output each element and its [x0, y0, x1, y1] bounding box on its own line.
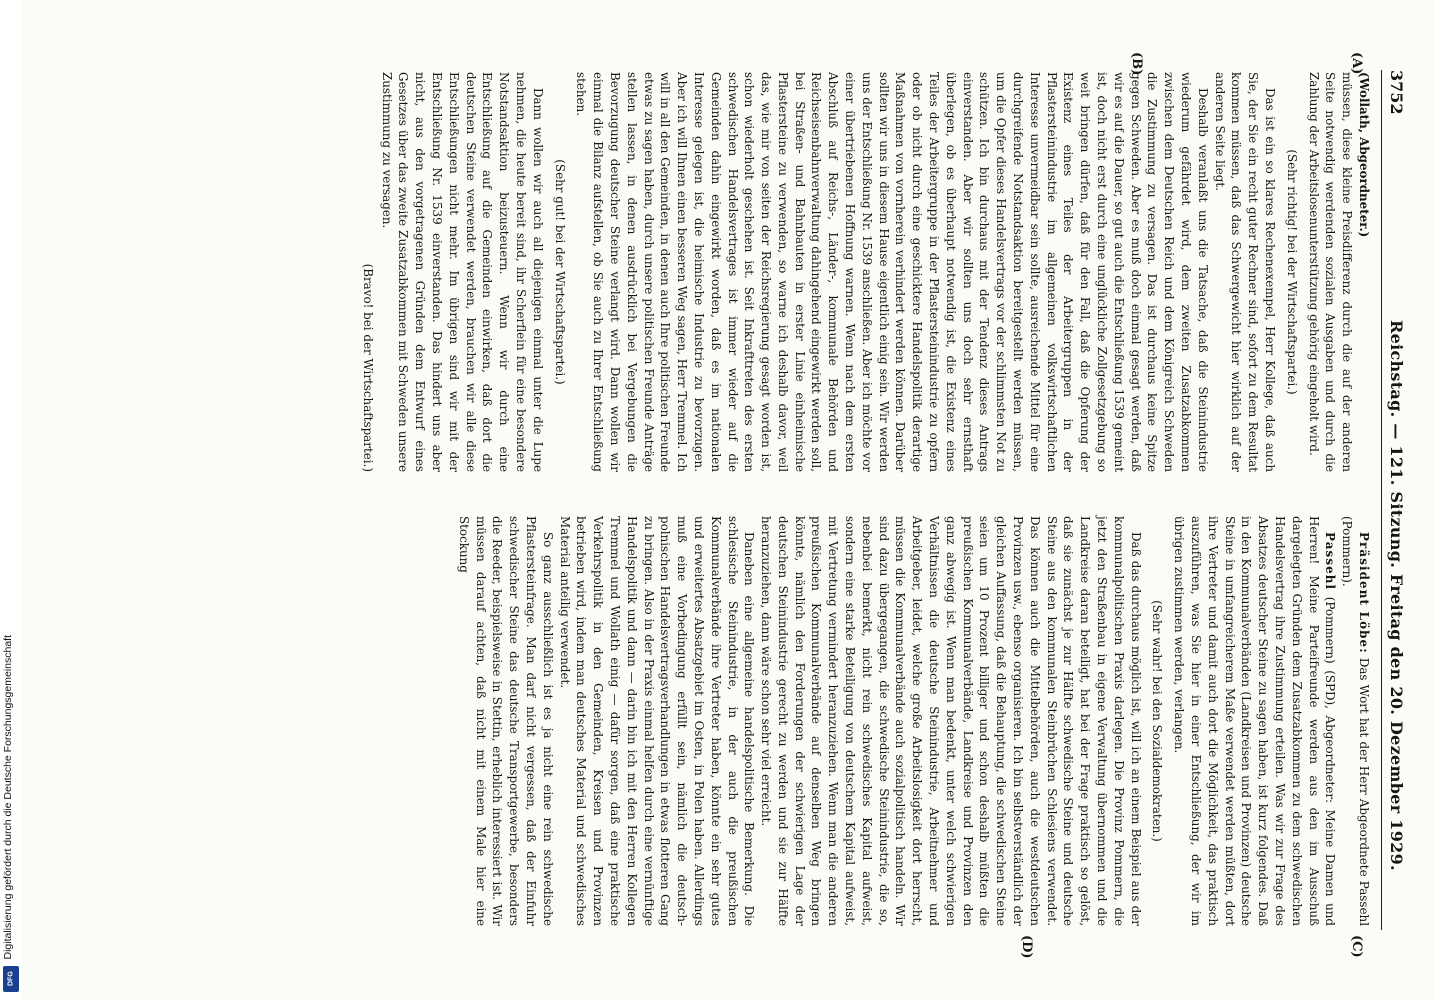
interjection: (Sehr wahr! bei den Sozialdemokraten.)	[1150, 600, 1165, 842]
paragraph: müssen, diese kleine Preisdifferenz durch die auf der anderen Seite notwendig werdenden sozialen Ausgaben und durch die Zahlung der Arbeitslosenunterstützung gehörig eingeholt wird.	[1306, 72, 1355, 472]
paragraph: Dann wollen wir auch all diejenigen einmal unter die Lupe nehmen, die heute bereit sind, ihr Scherflein für eine besondere Notstandsaktion beizusteuern. Wenn wir durch eine Entschließung auf die Gemeinden einwirken, daß dort die deutschen Steine verwendet werden, brauchen wir alle diese Entschließungen nicht mehr. Im übrigen sind wir mit der Entschließung Nr. 1539 einverstanden. Das hindert uns aber nicht, aus den vorgetragenen Gründen dem Entwurf eines Gesetzes über das zweite Zusatzabkommen mit Schweden unsere Zustimmung zu versagen.	[379, 72, 545, 472]
margin-marker-d: (D)	[1019, 935, 1034, 959]
interjection: (Sehr richtig! bei der Wirtschaftspartei.)	[1284, 149, 1299, 395]
paragraph: So ganz ausschließlich ist es ja nicht eine rein schwedische Pflastersteinfrage. Man darf nicht vergessen, daß der Einfuhr schwedischer Steine das deutsche Transportgewerbe, besonders die Reeder, beispielsweise in Stettin, erheblich interessiert ist. Wir müssen darauf achten, daß nicht mit einem Male hier eine Stockung	[456, 516, 555, 926]
interjection: (Sehr gut! bei der Wirtschaftspartei.)	[552, 159, 567, 385]
president-name: Präsident Löbe:	[1357, 532, 1371, 654]
left-column	[360, 72, 1372, 472]
page-header-title: Reichstag. — 121. Sitzung. Freitag den 20. Dezember 1929.	[1387, 320, 1407, 871]
paragraph: Daneben eine allgemeine handelspolitische Bemerkung. Die schlesische Steinindustrie, in der auch die preußischen Kommunalverbände ihre Vertreter haben, könnte ein sehr gutes und erweitertes Absatzgebiet im Osten, in Polen haben. Allerdings muß eine Vorbedingung erfüllt sein, nämlich die deutsch-polnischen Handelsvertragsverhandlungen in etwas flotteren Gang zu bringen. Also in der Praxis einmal helfen durch eine vernünftige Handelspolitik und dann — darin bin ich mit den Herren Kollegen Tremmel und Wollath einig — dafür sorgen, daß eine praktische Verkehrspolitik in den Gemeinden, Kreisen und Provinzen betrieben wird, indem man deutsches Material und schwedisches Material anteilig verwendet.	[557, 516, 757, 926]
margin-marker-a: (A)	[1349, 52, 1364, 75]
closing-remark: (Bravo! bei der Wirtschaftspartei.)	[360, 263, 375, 472]
margin-marker-c: (C)	[1349, 935, 1364, 958]
paragraph: Daß das durchaus möglich ist, will ich an einem Beispiel aus der kommunalpolitischen Praxis darlegen. Die Provinz Pommern, die jetzt den Straßenbau in eigene Verwaltung übernommen und die Landkreise daran beteiligt, hat bei der Frage praktisch so gelöst, daß sie zunächst je zur Hälfte schwedische Steine und deutsche Steine aus den kommunalen Steinbrüchen Schlesiens verwendet. Das können auch die Mittelbehörden, auch die westdeutschen Provinzen usw., ebenso organisieren. Ich bin selbstverständlich der gleichen Auffassung, daß die Behauptung, die schwedischen Steine seien um 10 Prozent billiger und schon deshalb müßten die preußischen Kommunalverbände, Landkreise und Provinzen den ganz abwegig ist. Wenn man bedenkt, unter welch schwierigen Verhältnissen die deutsche Steinindustrie, Arbeitnehmer und Arbeitgeber, leidet, welche große Arbeitslosigkeit dort herrscht, müssen die Kommunalverbände auch sozialpolitisch handeln. Wir sind dazu übergegangen, die schwedische Steinindustrie, die so, nebenbei bemerkt, nicht rein schwedisches Kapital aufweist, sondern eine starke Beteiligung von deutschem Kapital aufweist, mit Vertretung vermindert heranzuziehen. Wenn man die anderen preußischen Kommunalverbände auf denselben Weg bringen könnte, nämlich den Forderungen der schwierigen Lage der deutschen Steinindustrie gerecht zu werden und sie zur Hälfte heranzuziehen, dann wäre schon sehr viel erreicht.	[759, 516, 1143, 926]
digitization-credit-strip	[0, 0, 22, 1000]
page-header	[1381, 70, 1412, 930]
president-text: Das Wort hat der Herr Abgeordnete Passehl (Pommern).	[1340, 516, 1371, 927]
paragraph: Deshalb veranlaßt uns die Tatsache, daß die Steinindustrie wiederum gefährdet wird, dem zweiten Zusatzabkommen zwischen dem Deutschen Reich und dem Königreich Schweden die Zustimmung zu versagen. Das ist durchaus keine Spitze gegen Schweden. Aber es muß doch einmal gesagt werden, daß wir es auf die Dauer, so gut auch die Entschließung 1539 gemeint ist, doch nicht erst durch eine unglückliche Zollgesetzgebung so weit bringen dürfen, daß für den Fall, daß die Opferung der Existenz eines Teiles der Arbeitergruppen in der Pflastersteinindustrie im allgemeinen volkswirtschaftlichen Interesse unvermeidbar sein sollte, ausreichende Mittel für eine durchgreifende Notstandsaktion bereitgestellt werden müssen, um die Opfer dieses Handelsvertrags vor der schlimmsten Not zu schützen. Ich bin durchaus mit der Tendenz dieses Antrags einverstanden. Aber wir sollten uns doch sehr ernsthaft überlegen, ob es überhaupt notwendig ist, die Existenz eines Teiles der Arbeitergruppe in der Pflastersteinindustrie zu opfern oder ob nicht durch eine geschicktere Handelspolitik derartige Maßnahmen von vornherein verhindert werden können. Darüber sollten wir uns in diesem Hause eigentlich einig sein. Wir werden uns der Entschließung Nr. 1539 anschließen. Aber ich möchte vor einer übertriebenen Hoffnung warnen. Wenn nach dem ersten Abschluß auf Reichs-, Länder-, kommunale Behörden und Reichseisenbahnverwaltung dahingehend eingewirkt werden soll, bei Straßen- und Bahnbauten in erster Linie einheimische Pflastersteine zu verwenden, so warne ich deshalb davor, weil das, wie mir von seiten der Reichsregierung gesagt worden ist, schon wiederholt geschehen ist. Seit Inkrafttreten des ersten schwedischen Handelsvertrages ist immer wieder auf die Gemeinden dahin eingewirkt worden, daß es im nationalen Interesse gelegen ist, die heimische Industrie zu bevorzugen. Aber ich will Ihnen einen besseren Weg sagen, Herr Tremmel. Ich will in all den Gemeinden, in denen auch Ihre politischen Freunde etwas zu sagen haben, durch unsere politischen Freunde Anträge stellen lassen, in denen ausdrücklich bei Vergebungen die Bevorzugung deutscher Steine verlangt wird. Dann wollen wir einmal die Bilanz aufstellen, ob Sie auch zu Ihrer Entschließung stehen.	[574, 72, 1210, 472]
page-number: 3752	[1387, 70, 1407, 115]
speaker-line: (Wollath, Abgeordneter.)	[1357, 72, 1371, 238]
margin-marker-b: (B)	[1129, 52, 1144, 76]
paragraph: Das ist ein so klares Rechenexempel, Herr Kollege, daß auch Sie, der Sie ein recht guter Rechner sind, sofort zu dem Resultat kommen müssen, daß das Schwergewicht hier wirklich auf der anderen Seite liegt.	[1212, 72, 1278, 472]
speaker-name: Passehl	[1323, 532, 1338, 591]
digitization-credit: Digitalisierung gefördert durch die Deutsche Forschungsgemeinschaft	[2, 635, 14, 960]
dfg-logo-icon: DFG	[3, 966, 19, 992]
speaker-intro: (Pommern) (SPD), Abgeordneter: Meine Damen und Herren! Meine Parteifreunde werden aus den im Ausschuß dargelegten Gründen dem Zusatzabkommen zu dem schwedischen Handelsvertrag ihre Zustimmung erteilen. Was wir zur Frage des Absatzes deutscher Steine zu sagen haben, ist kurz folgendes. Daß in den Kommunalverbänden (Landkreisen und Provinzen) deutsche Steine in umfangreicherem Maße verwendet werden müßten, dort ihre Vertreter und damit auch dort die Möglichkeit, das praktisch auszuführen, was Sie hier in einer Entschließung, der wir im übrigen zustimmen werden, verlangen.	[1172, 516, 1338, 926]
right-column	[456, 516, 1372, 927]
